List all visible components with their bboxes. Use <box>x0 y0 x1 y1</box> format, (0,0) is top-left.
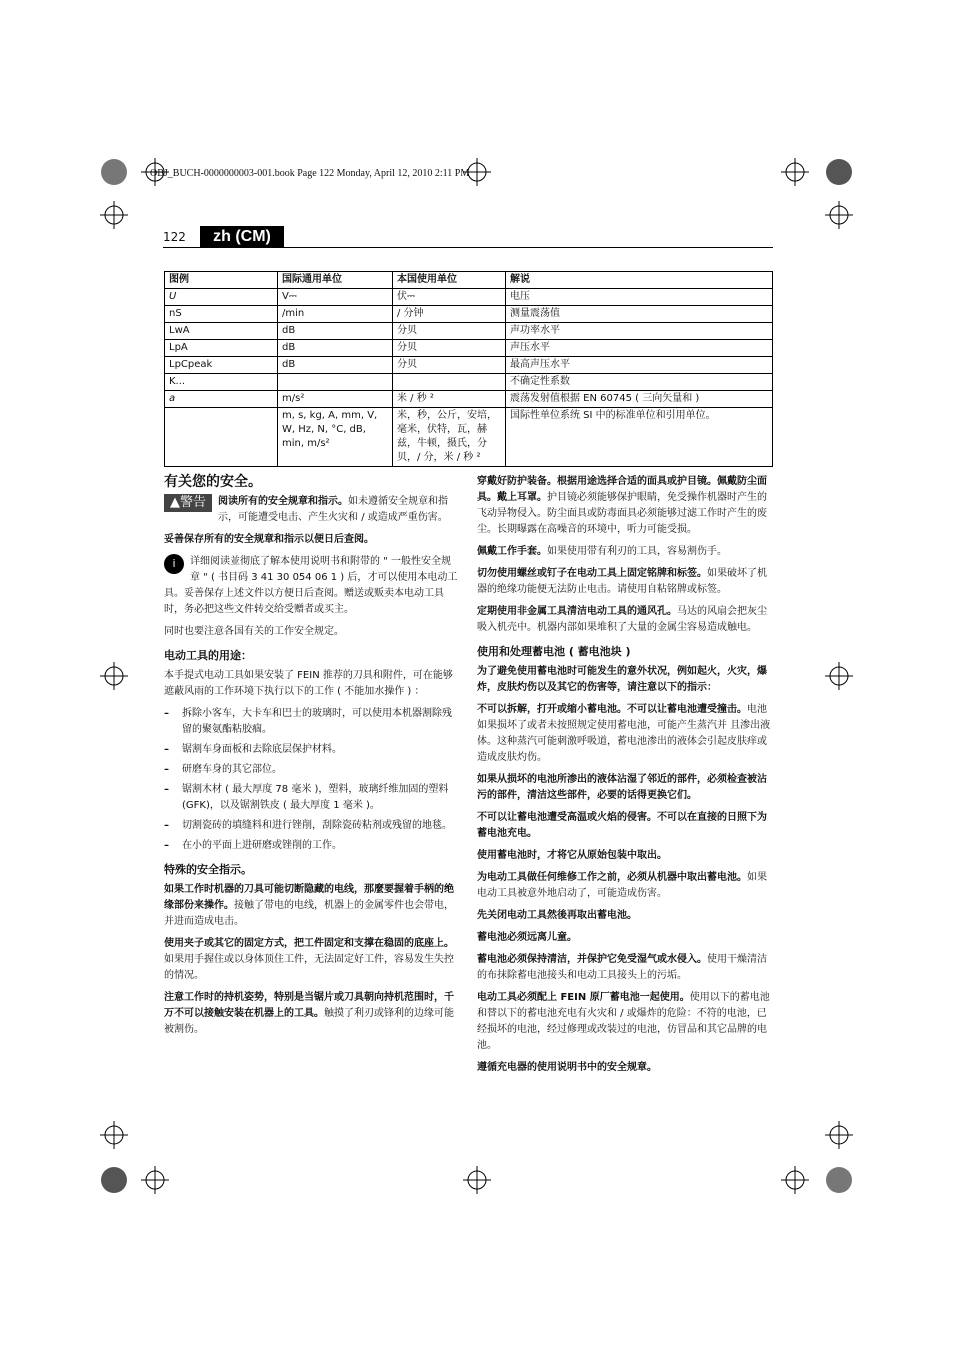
clean-paragraph: 定期使用非金属工具清洁电动工具的通风孔。马达的风扇会把灰尘吸入机壳中。机器内部如果堆积了大量的金属尘容易造成触电。 <box>477 606 767 633</box>
special-2: 使用夹子或其它的固定方式，把工件固定和支撑在稳固的底座上。如果用手握住或以身体顶住工件，无法固定好工件，容易发生失控的情况。 <box>164 938 454 981</box>
read-manual-paragraph: i 详细阅读並彻底了解本使用说明书和附带的 " 一般性安全规章 " ( 书目码 3 41 30 054 06 1 ) 后，才可以使用本电动工具。妥善保存上述文件以方便日后查阅。赠送或贩卖本电动工具时，务必把这些文件转交给受赠者或买主。 <box>164 556 458 615</box>
left-column <box>164 474 460 1044</box>
special-1: 如果工作时机器的刀具可能切断隐藏的电线，那麼要握着手柄的绝缘部份来操作。接触了带电的电线，机器上的金属零件也会带电，并进而造成电击。 <box>164 884 454 927</box>
table-row: m, s, kg, A, mm, V, W, Hz, N, °C, dB, min, m/s² 米，秒，公斤，安培，毫米，伏特，瓦，赫兹，牛顿，摄氏，分贝，/ 分，米 / 秒 ² 国际性单位系统 SI 中的标准单位和引用单位。 <box>165 408 773 467</box>
battery-9: 电动工具必须配上 FEIN 原厂蓄电池一起使用。使用以下的蓄电池和替以下的蓄电池充电有火灾和 / 或爆炸的危险：不符的电池，已经损坏的电池，经过修理或改装过的电池，仿冒品和其它品牌的电池。 <box>477 992 770 1051</box>
table-row: nS /min / 分钟 测量震荡值 <box>165 306 773 323</box>
battery-5: 为电动工具做任何维修工作之前，必须从机器中取出蓄电池。如果电动工具被意外地启动了，可能造成伤害。 <box>477 872 767 899</box>
battery-1: 不可以拆解，打开或缩小蓄电池。不可以让蓄电池遭受撞击。电池如果损坏了或者未按照规定使用蓄电池，可能产生蒸汽并 且渗出液体。这种蒸汽可能刺激呼吸道，蓄电池渗出的液体会引起皮肤痒或造成皮肤灼伤。 <box>477 704 771 763</box>
file-slug: OBJ_BUCH-0000000003-001.book Page 122 Monday, April 12, 2010 2:11 PM <box>150 168 470 179</box>
battery-4: 使用蓄电池时，才将它从原始包装中取出。 <box>477 850 667 861</box>
battery-8: 蓄电池必须保持清洁，并保护它免受湿气或水侵入。使用干燥清洁的布抹除蓄电池接头和电动工具接头上的污垢。 <box>477 954 767 981</box>
list-item: – 研磨车身的其它部位。 <box>164 762 460 778</box>
list-item: – 拆除小客车，大卡车和巴士的玻璃时，可以使用本机器割除残留的聚氨酯粘胶痼。 <box>164 706 460 738</box>
table-row: LpCpeak dB 分贝 最高声压水平 <box>165 357 773 374</box>
use-list <box>164 706 460 854</box>
ppe-paragraph: 穿戴好防护装备。根据用途选择合适的面具或护目镜。佩戴防尘面具。戴上耳罩。护目镜必须能够保护眼睛，免受操作机器时产生的飞动异物侵入。防尘面具或防毒面具必须能够过滤工作时产生的废尘。长期曝露在高噪音的环境中，听力可能受损。 <box>477 476 767 535</box>
battery-intro: 为了避免使用蓄电池时可能发生的意外状况，例如起火，火灾，爆炸，皮肤灼伤以及其它的伤害等，请注意以下的指示： <box>477 666 767 693</box>
use-heading: 电动工具的用途： <box>164 649 252 662</box>
page-number: 122 <box>163 230 186 244</box>
battery-10: 遵循充电器的使用说明书中的安全规章。 <box>477 1062 657 1073</box>
battery-6: 先关闭电动工具然後再取出蓄电池。 <box>477 910 637 921</box>
list-item: – 锯割车身面板和去除底层保护材料。 <box>164 742 460 758</box>
battery-2: 如果从损坏的电池所渗出的液体沾湿了邻近的部件，必须检查被沾污的部件，清洁这些部件，必要的话得更换它们。 <box>477 774 767 801</box>
table-row: U V⎓ 伏⎓ 电压 <box>165 289 773 306</box>
keep-instructions: 妥善保存所有的安全规章和指示以便日后查阅。 <box>164 534 374 545</box>
screws-paragraph: 切勿使用螺丝或钉子在电动工具上固定铭牌和标签。如果破坏了机器的绝缘功能便无法防止电击。请使用自粘铭牌或标签。 <box>477 568 767 595</box>
national-rules: 同时也要注意各国有关的工作安全规定。 <box>164 626 344 637</box>
table-row: LpA dB 分贝 声压水平 <box>165 340 773 357</box>
battery-heading: 使用和处理蓄电池 ( 蓄电池块 ) <box>477 645 631 658</box>
table-header: 国际通用单位 <box>278 272 393 289</box>
warning-badge: ▲警告 <box>164 494 212 512</box>
special-3: 注意工作时的持机姿势，特别是当锯片或刀具朝向持机范围时，千万不可以接触安装在机器上的工具。触摸了利刃或锋利的边缘可能被割伤。 <box>164 992 454 1035</box>
warning-paragraph: ▲警告 阅读所有的安全规章和指示。如未遵循安全规章和指示，可能遭受电击、产生火灾和 / 或造成严重伤害。 <box>164 494 460 526</box>
list-item: – 在小的平面上进研磨或锉削的工作。 <box>164 838 460 854</box>
list-item: – 锯割木材 ( 最大厚度 78 毫米 )，塑料，玻璃纤维加固的塑料 (GFK)，以及锯割铁皮 ( 最大厚度 1 毫米 )。 <box>164 782 460 814</box>
section-title: 有关您的安全。 <box>164 474 262 490</box>
table-header: 解说 <box>506 272 773 289</box>
special-heading: 特殊的安全指示。 <box>164 863 252 876</box>
language-tag: zh (CM) <box>200 226 284 247</box>
table-header: 图例 <box>165 272 278 289</box>
read-manual-icon: i <box>164 554 184 574</box>
table-row: K... 不确定性系数 <box>165 374 773 391</box>
table-row: LwA dB 分贝 声功率水平 <box>165 323 773 340</box>
battery-3: 不可以让蓄电池遭受高温或火焰的侵害。不可以在直接的日照下为蓄电池充电。 <box>477 812 767 839</box>
battery-7: 蓄电池必须远离儿童。 <box>477 932 577 943</box>
header-rule <box>163 247 773 248</box>
warning-triangle-icon: ▲ <box>170 495 180 510</box>
list-item: – 切割瓷砖的填缝料和进行锉削，刮除瓷砖粘剂或残留的地毯。 <box>164 818 460 834</box>
use-text: 本手提式电动工具如果安装了 FEIN 推荐的刀具和附件，可在能够遮蔽风雨的工作环境下执行以下的工作 ( 不能加水操作 ) ： <box>164 670 453 697</box>
legend-table <box>164 271 773 467</box>
gloves-paragraph: 佩戴工作手套。如果使用带有利刃的工具，容易割伤手。 <box>477 546 727 557</box>
right-column <box>477 474 773 1082</box>
table-row: a m/s² 米 / 秒 ² 震荡发射值根据 EN 60745 ( 三向矢量和 ) <box>165 391 773 408</box>
table-header: 本国使用单位 <box>393 272 506 289</box>
